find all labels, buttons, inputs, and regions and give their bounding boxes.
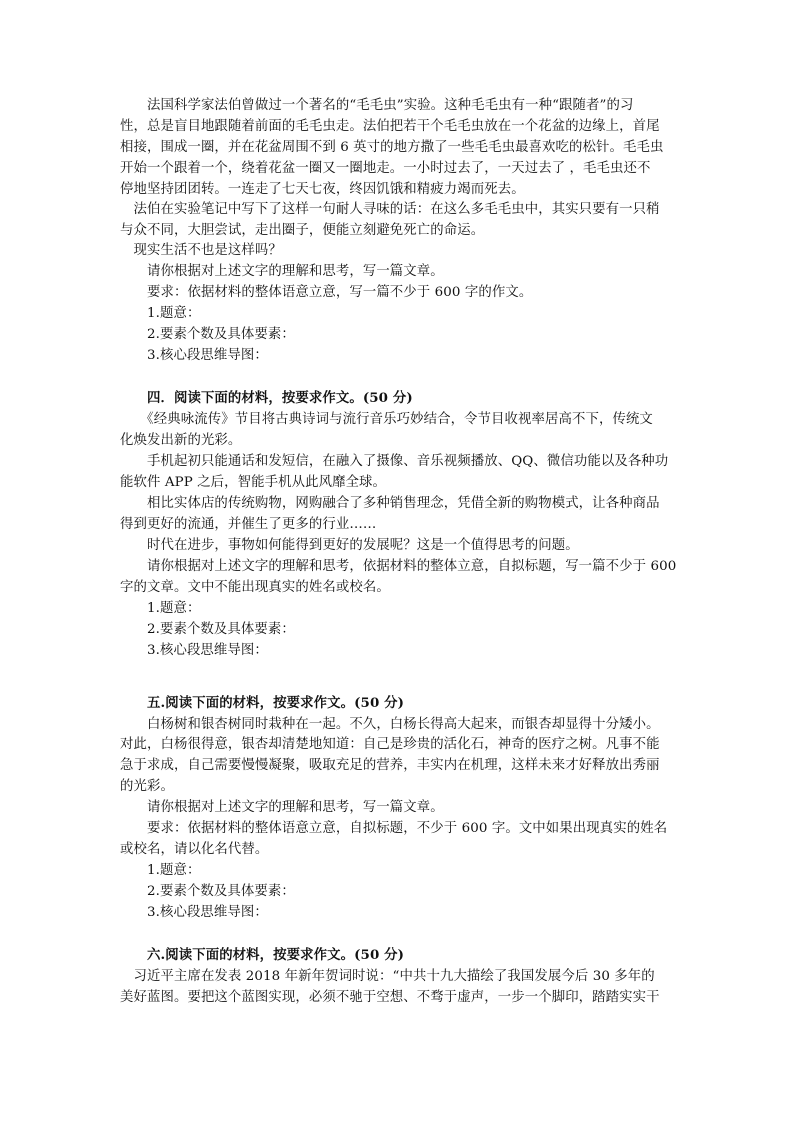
text-line: 白杨树和银杏树同时栽种在一起。不久，白杨长得高大起来，而银杏却显得十分矮小。: [120, 717, 660, 732]
text-line: 1.题意：: [120, 601, 201, 616]
text-line: 现实生活不也是这样吗？: [120, 243, 282, 258]
section-heading: 六.阅读下面的材料，按要求作文。(50 分): [120, 947, 405, 963]
text-line: 开始一个跟着一个，绕着花盆一圈又一圈地走。一小时过去了，一天过去了 ，毛毛虫还不: [120, 161, 651, 176]
text-line: 停地坚持团团转。一连走了七天七夜，终因饥饿和精疲力竭而死去。: [120, 182, 525, 197]
text-line: 能软件 APP 之后，智能手机从此风靡全球。: [120, 475, 387, 490]
text-line: 美好蓝图。要把这个蓝图实现，必须不驰于空想、不骛于虚声，一步一个脚印，踏踏实实干: [120, 990, 660, 1005]
text-line: 2.要素个数及具体要素：: [120, 622, 295, 637]
text-line: 对此，白杨很得意，银杏却清楚地知道：自己是珍贵的活化石，神奇的医疗之树。凡事不能: [120, 737, 660, 752]
text-line: 请你根据对上述文字的理解和思考，依据材料的整体立意，自拟标题，写一篇不少于 600: [120, 559, 677, 574]
text-line: 的光彩。: [120, 779, 174, 794]
section-heading: 四．阅读下面的材料，按要求作文。(50 分): [120, 390, 413, 406]
text-line: 急于求成，自己需要慢慢凝聚，吸取充足的营养，丰实内在机理，这样未来才好释放出秀丽: [120, 758, 660, 773]
text-line: 手机起初只能通话和发短信，在融入了摄像、音乐视频播放、QQ、微信功能以及各种功: [120, 454, 669, 469]
text-line: 性，总是盲目地跟随着前面的毛毛虫走。法伯把若干个毛毛虫放在一个花盆的边缘上，首尾: [120, 119, 660, 134]
text-line: 或校名，请以化名代替。: [120, 842, 269, 857]
text-line: 习近平主席在发表 2018 年新年贺词时说：“中共十九大描绘了我国发展今后 30 多年的: [120, 969, 655, 984]
text-line: 法国科学家法伯曾做过一个著名的“毛毛虫”实验。这种毛毛虫有一种“跟随者”的习: [120, 98, 634, 113]
text-line: 1.题意：: [120, 306, 201, 321]
text-line: 1.题意：: [120, 863, 201, 878]
text-line: 2.要素个数及具体要素：: [120, 884, 295, 899]
text-line: 得到更好的流通，并催生了更多的行业……: [120, 517, 377, 532]
text-line: 3.核心段思维导图：: [120, 348, 268, 363]
text-line: 法伯在实验笔记中写下了这样一句耐人寻味的话：在这么多毛毛虫中，其实只要有一只稍: [120, 202, 660, 217]
text-line: 请你根据对上述文字的理解和思考，写一篇文章。: [120, 264, 444, 279]
section-heading: 五.阅读下面的材料，按要求作文。(50 分): [120, 695, 405, 711]
text-line: 字的文章。文中不能出现真实的姓名或校名。: [120, 580, 390, 595]
text-line: 3.核心段思维导图：: [120, 643, 268, 658]
text-line: 与众不同，大胆尝试，走出圈子，便能立刻避免死亡的命运。: [120, 223, 485, 238]
text-line: 化焕发出新的光彩。: [120, 433, 242, 448]
text-line: 时代在进步，事物如何能得到更好的发展呢？这是一个值得思考的问题。: [120, 538, 579, 553]
text-line: 相比实体店的传统购物，网购融合了多种销售理念，凭借全新的购物模式，让各种商品: [120, 496, 660, 511]
text-line: 要求：依据材料的整体语意立意，写一篇不少于 600 字的作文。: [120, 285, 533, 300]
text-line: 相接，围成一圈，并在花盆周围不到 6 英寸的地方撒了一些毛毛虫最喜欢吃的松针。毛毛虫: [120, 140, 664, 155]
text-line: 2.要素个数及具体要素：: [120, 327, 295, 342]
text-line: 请你根据对上述文字的理解和思考，写一篇文章。: [120, 800, 444, 815]
text-line: 《经典咏流传》节目将古典诗词与流行音乐巧妙结合，令节目收视率居高不下，传统文: [120, 412, 653, 427]
text-line: 要求：依据材料的整体语意立意，自拟标题，不少于 600 字。文中如果出现真实的姓名: [120, 821, 668, 836]
text-line: 3.核心段思维导图：: [120, 905, 268, 920]
